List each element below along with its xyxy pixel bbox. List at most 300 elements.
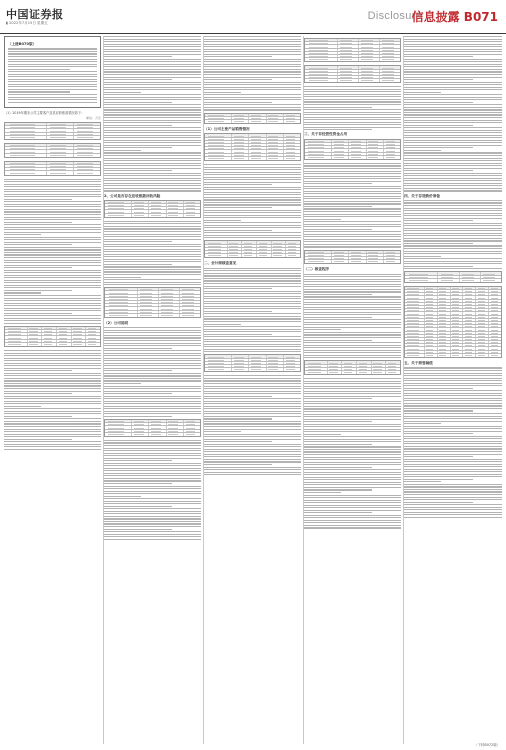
text-line <box>204 44 301 45</box>
text-line <box>404 44 502 45</box>
text-line <box>204 41 301 42</box>
table-cell <box>438 306 451 308</box>
text-line <box>4 206 101 207</box>
table-cell <box>384 146 400 148</box>
paragraph <box>404 36 502 192</box>
text-line <box>104 284 201 285</box>
table-cell <box>380 39 400 41</box>
text-line <box>404 215 502 216</box>
text-line <box>204 69 301 70</box>
text-line <box>4 310 101 311</box>
data-table <box>404 271 502 283</box>
text-line <box>104 89 201 90</box>
table-cell <box>405 300 425 302</box>
text-line <box>104 135 201 136</box>
table-cell <box>305 73 338 75</box>
text-line <box>4 313 72 314</box>
section-heading: （1）公司主要产品销售情况 <box>204 127 250 132</box>
table-cell <box>86 343 100 346</box>
text-line <box>4 232 101 233</box>
text-line <box>404 471 502 472</box>
text-line <box>104 39 201 40</box>
table-cell <box>349 149 366 151</box>
table-cell <box>332 260 349 263</box>
table-cell <box>384 156 400 159</box>
text-line <box>404 107 502 108</box>
text-line <box>404 132 502 133</box>
table-cell <box>476 306 489 308</box>
text-line <box>304 527 401 528</box>
text-line <box>104 183 201 184</box>
text-line <box>304 309 401 310</box>
table-cell <box>72 336 87 338</box>
table-cell <box>159 314 180 317</box>
text-line <box>304 112 401 113</box>
table-caption: （1）2019年期末公司主要客户及其应收账款情况如下： <box>4 111 85 116</box>
text-line <box>104 49 201 50</box>
table-cell <box>380 52 400 54</box>
table-cell <box>257 241 272 243</box>
text-line <box>404 155 502 156</box>
table-cell <box>47 126 74 128</box>
text-line <box>104 44 201 45</box>
text-line <box>304 525 401 526</box>
text-line <box>204 326 301 327</box>
table-cell <box>257 248 272 250</box>
text-line <box>104 231 201 232</box>
text-line <box>104 94 201 95</box>
table-cell <box>425 303 438 305</box>
text-line <box>204 388 301 389</box>
table-cell <box>359 76 380 78</box>
text-line <box>404 82 502 83</box>
text-line <box>204 74 301 75</box>
text-line <box>204 46 301 47</box>
table-cell <box>476 332 489 334</box>
table-cell <box>132 210 149 212</box>
text-line <box>404 481 441 482</box>
text-line <box>104 36 201 37</box>
table-cell <box>249 134 266 136</box>
table-cell <box>463 347 476 349</box>
table-cell <box>425 293 438 295</box>
text-line <box>4 398 101 399</box>
text-line <box>204 64 301 65</box>
text-line <box>4 355 101 356</box>
text-line <box>104 114 201 115</box>
table-cell <box>74 150 100 152</box>
table-cell <box>425 325 438 327</box>
text-line <box>304 289 401 290</box>
text-line <box>204 334 272 335</box>
table-cell <box>184 207 200 209</box>
text-line <box>304 304 401 305</box>
table-cell <box>425 319 438 321</box>
table-cell <box>132 420 149 422</box>
text-line <box>204 293 301 294</box>
table-cell <box>138 288 159 290</box>
text-line <box>204 286 301 287</box>
text-line <box>104 99 201 100</box>
table-cell <box>74 144 100 146</box>
text-line <box>4 179 101 180</box>
text-line <box>204 225 301 226</box>
table-cell <box>384 257 400 259</box>
table-cell <box>184 423 200 425</box>
text-line <box>4 315 101 316</box>
table-cell <box>257 251 272 253</box>
text-line <box>104 403 201 404</box>
table-cell <box>249 359 266 361</box>
table-cell <box>205 154 232 156</box>
text-line <box>4 305 101 306</box>
text-line <box>404 390 502 391</box>
table-row <box>105 433 200 436</box>
table-cell <box>476 312 489 314</box>
text-line <box>404 370 502 371</box>
table-cell <box>438 276 459 278</box>
table-cell <box>359 52 380 54</box>
text-line <box>4 429 101 430</box>
text-line <box>404 46 502 47</box>
text-line <box>104 188 201 189</box>
table-cell <box>74 136 100 139</box>
text-line <box>8 53 97 54</box>
table-cell <box>384 153 400 155</box>
text-line <box>404 102 473 103</box>
text-line <box>304 436 401 437</box>
text-line <box>304 327 401 328</box>
table-cell <box>159 311 180 313</box>
table-cell <box>438 347 451 349</box>
text-line <box>404 438 502 439</box>
table-cell <box>205 355 232 357</box>
text-line <box>304 401 401 402</box>
table-cell <box>438 290 451 292</box>
table-cell <box>74 123 100 125</box>
text-line <box>4 449 101 450</box>
table-cell <box>305 76 338 78</box>
text-line <box>104 332 201 333</box>
text-line <box>204 441 272 442</box>
text-line <box>8 51 97 52</box>
table-cell <box>232 157 249 160</box>
continuation-label: （上接B070版） <box>8 42 37 46</box>
table-cell <box>451 332 464 334</box>
text-line <box>4 365 101 366</box>
text-line <box>204 227 301 228</box>
text-line <box>404 233 502 234</box>
text-line <box>104 102 172 103</box>
table-cell <box>72 330 87 332</box>
text-line <box>104 140 201 141</box>
table-cell <box>489 319 501 321</box>
table-cell <box>149 420 166 422</box>
table-cell <box>228 248 243 250</box>
table-cell <box>357 365 372 367</box>
text-line <box>104 180 201 181</box>
text-line <box>104 251 201 252</box>
text-line <box>304 191 401 192</box>
text-line <box>304 469 401 470</box>
table-cell <box>405 338 425 340</box>
table-cell <box>338 52 359 54</box>
text-line <box>104 355 201 356</box>
text-line <box>204 375 301 376</box>
text-line <box>304 214 401 215</box>
table-cell <box>367 156 384 159</box>
text-line <box>4 436 101 437</box>
text-line <box>404 127 502 128</box>
text-line <box>404 385 502 386</box>
table-cell <box>380 66 400 68</box>
text-line <box>8 56 97 57</box>
table-cell <box>463 287 476 289</box>
text-line <box>304 500 401 501</box>
table-cell <box>42 343 57 346</box>
text-line <box>104 117 201 118</box>
paragraph <box>304 163 401 248</box>
table-cell <box>284 368 300 371</box>
text-line <box>304 91 401 92</box>
text-line <box>404 160 502 161</box>
text-line <box>404 459 502 460</box>
text-line <box>304 193 401 194</box>
table-cell <box>86 330 100 332</box>
text-line <box>304 411 401 412</box>
table-cell <box>5 340 28 342</box>
text-line <box>404 456 473 457</box>
text-line <box>304 226 401 227</box>
issue-date: ▮ 2022年7月15日 星期五 <box>6 21 48 25</box>
text-line <box>404 454 502 455</box>
text-line <box>304 507 401 508</box>
text-line <box>204 449 301 450</box>
table-cell <box>425 344 438 346</box>
table-cell <box>5 171 47 174</box>
text-line <box>404 507 502 508</box>
text-line <box>404 405 502 406</box>
table-row <box>205 254 300 257</box>
text-line <box>404 61 502 62</box>
table-cell <box>284 134 300 136</box>
table-cell <box>184 426 200 428</box>
table-cell <box>47 129 74 131</box>
text-line <box>304 337 401 338</box>
text-line <box>404 175 502 176</box>
text-line <box>304 122 401 123</box>
text-line <box>8 102 97 103</box>
table-cell <box>463 338 476 340</box>
table-cell <box>338 58 359 61</box>
table-cell <box>349 257 366 259</box>
text-line <box>304 352 401 353</box>
table-cell <box>405 322 425 324</box>
table-cell <box>305 79 338 82</box>
text-line <box>104 348 172 349</box>
table-cell <box>180 304 200 306</box>
text-line <box>104 345 201 346</box>
text-line <box>4 360 101 361</box>
table-row <box>105 314 200 317</box>
table-cell <box>489 332 501 334</box>
text-line <box>104 221 201 222</box>
text-line <box>204 324 241 325</box>
text-line <box>104 241 172 242</box>
text-line <box>204 316 301 317</box>
text-line <box>304 211 401 212</box>
table-cell <box>332 251 349 253</box>
table-cell <box>232 362 249 364</box>
table-cell <box>476 287 489 289</box>
table-cell <box>132 433 149 436</box>
text-line <box>304 378 401 379</box>
table-cell <box>284 157 300 160</box>
table-cell <box>149 426 166 428</box>
table-cell <box>205 114 232 116</box>
text-line <box>204 454 301 455</box>
text-line <box>404 451 502 452</box>
text-line <box>404 375 502 376</box>
text-line <box>404 228 502 229</box>
table-cell <box>463 306 476 308</box>
text-line <box>4 275 101 276</box>
text-line <box>404 497 502 498</box>
text-line <box>204 318 301 319</box>
table-cell <box>438 293 451 295</box>
text-line <box>4 189 101 190</box>
text-line <box>204 217 301 218</box>
table-cell <box>5 168 47 170</box>
text-line <box>104 408 201 409</box>
text-line <box>304 355 401 356</box>
text-line <box>404 142 502 143</box>
text-line <box>204 436 301 437</box>
text-line <box>404 173 502 174</box>
text-line <box>304 244 401 245</box>
text-line <box>8 76 97 77</box>
table-cell <box>5 336 28 338</box>
text-line <box>204 92 241 93</box>
text-line <box>204 102 272 103</box>
text-line <box>304 446 401 447</box>
text-line <box>104 335 201 336</box>
text-line <box>304 89 401 90</box>
text-line <box>8 71 97 72</box>
text-line <box>404 137 502 138</box>
text-line <box>8 64 97 65</box>
table-cell <box>28 333 43 335</box>
table-cell <box>476 290 489 292</box>
table-cell <box>451 293 464 295</box>
table-cell <box>476 335 489 337</box>
text-line <box>304 178 401 179</box>
text-line <box>304 484 401 485</box>
table-cell <box>338 66 359 68</box>
table-cell <box>105 295 138 297</box>
table-cell <box>405 328 425 330</box>
text-line <box>104 271 201 272</box>
table-cell <box>249 117 266 119</box>
text-line <box>204 99 301 100</box>
table-row <box>305 260 400 263</box>
text-line <box>304 231 401 232</box>
text-line <box>4 204 101 205</box>
text-line <box>204 84 301 85</box>
table-cell <box>249 362 266 364</box>
table-cell <box>481 279 501 282</box>
text-line <box>404 168 502 169</box>
table-cell <box>489 296 501 298</box>
table-cell <box>438 296 451 298</box>
table-cell <box>405 312 425 314</box>
table-cell <box>5 123 47 125</box>
text-line <box>304 234 401 235</box>
text-line <box>304 168 401 169</box>
table-cell <box>438 316 451 318</box>
text-line <box>204 172 301 173</box>
text-line <box>204 177 301 178</box>
text-line <box>104 503 201 504</box>
table-cell <box>132 423 149 425</box>
table-cell <box>284 144 300 146</box>
text-line <box>204 456 301 457</box>
table-cell <box>305 361 328 363</box>
text-line <box>204 306 301 307</box>
text-line <box>304 342 401 343</box>
table-cell <box>386 368 400 370</box>
table-cell <box>232 154 249 156</box>
text-line <box>4 222 72 223</box>
text-line <box>404 504 502 505</box>
table-cell <box>405 296 425 298</box>
section-heading: 五、关于商誉减值 <box>404 361 433 366</box>
text-line <box>404 446 502 447</box>
text-line <box>304 421 372 422</box>
text-line <box>4 239 101 240</box>
table-cell <box>257 254 272 257</box>
text-line <box>204 202 301 203</box>
text-line <box>204 232 301 233</box>
table-cell <box>405 309 425 311</box>
text-line <box>304 314 401 315</box>
text-line <box>404 147 473 148</box>
table-cell <box>305 146 332 148</box>
table-cell <box>425 338 438 340</box>
text-line <box>404 253 502 254</box>
table-cell <box>384 149 400 151</box>
text-line <box>104 236 201 237</box>
text-line <box>104 175 201 176</box>
text-line <box>304 429 401 430</box>
text-line <box>8 69 70 70</box>
text-line <box>104 190 201 191</box>
text-line <box>404 64 502 65</box>
table-cell <box>232 365 249 367</box>
table-cell <box>463 312 476 314</box>
table-cell <box>167 204 184 206</box>
table-cell <box>149 433 166 436</box>
text-line <box>4 375 101 376</box>
table-cell <box>167 430 184 432</box>
paragraph <box>304 378 401 528</box>
text-line <box>404 448 502 449</box>
text-line <box>104 360 201 361</box>
text-line <box>404 87 502 88</box>
table-cell <box>47 154 74 157</box>
table-cell <box>359 66 380 68</box>
table-cell <box>438 351 451 353</box>
